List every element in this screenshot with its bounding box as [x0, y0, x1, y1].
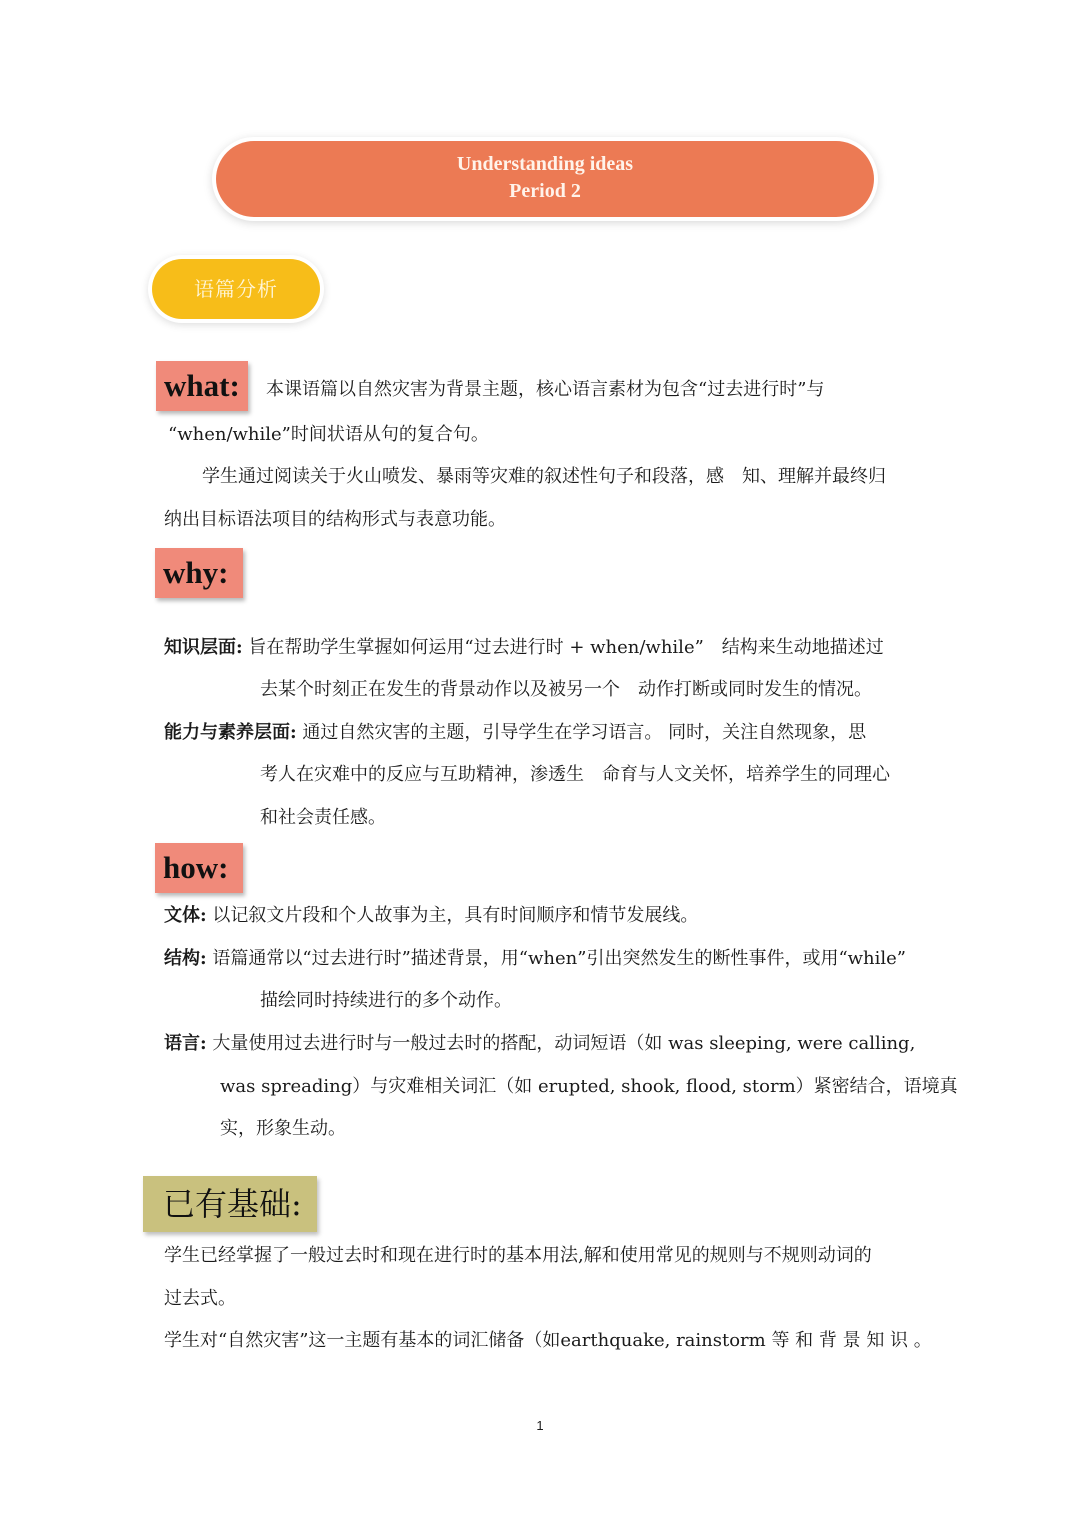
section-pill-text-analysis: 语篇分析 — [152, 259, 320, 319]
ability-text-line1: 通过自然灾害的主题，引导学生在学习语言。 同时，关注自然现象，思 — [302, 722, 867, 743]
page-number: 1 — [536, 1418, 544, 1433]
prior-knowledge-line3: 学生对“自然灾害”这一主题有基本的词汇储备（如earthquake, rainstorm 等 和 背 景 知 识 。 — [164, 1330, 932, 1351]
why-tag: why: — [155, 548, 243, 598]
prior-knowledge-line1: 学生已经掌握了一般过去时和现在进行时的基本用法,解和使用常见的规则与不规则动词的 — [164, 1245, 872, 1266]
what-text-line2: “when/while”时间状语从句的复合句。 — [168, 424, 489, 445]
language-label: 语言: — [164, 1033, 207, 1054]
structure-text-line2: 描绘同时持续进行的多个动作。 — [260, 990, 512, 1011]
what-text-line4: 纳出目标语法项目的结构形式与表意功能。 — [164, 509, 506, 530]
prior-knowledge-tag: 已有基础: — [143, 1176, 317, 1232]
structure-label: 结构: — [164, 948, 207, 969]
lesson-title-banner — [216, 141, 874, 217]
language-text-line3: 实，形象生动。 — [220, 1118, 346, 1139]
lesson-period: Period 2 — [509, 180, 581, 202]
structure-text-line1: 语篇通常以“过去进行时”描述背景，用“when”引出突然发生的断性事件，或用“while” — [212, 948, 907, 969]
ability-text-line2: 考人在灾难中的反应与互助精神，渗透生 命育与人文关怀，培养学生的同理心 — [260, 764, 890, 785]
ability-label: 能力与素养层面: — [164, 722, 297, 743]
knowledge-text-line2: 去某个时刻正在发生的背景动作以及被另一个 动作打断或同时发生的情况。 — [260, 679, 872, 700]
ability-text-line3: 和社会责任感。 — [260, 807, 386, 828]
language-text-line2: was spreading）与灾难相关词汇（如 erupted, shook, flood, storm）紧密结合，语境真 — [220, 1076, 958, 1097]
genre-label: 文体: — [164, 905, 207, 926]
prior-knowledge-line2: 过去式。 — [164, 1288, 236, 1309]
what-text-line3: 学生通过阅读关于火山喷发、暴雨等灾难的叙述性句子和段落，感 知、理解并最终归 — [202, 466, 886, 487]
knowledge-label: 知识层面: — [164, 637, 243, 658]
what-tag: what: — [156, 361, 248, 411]
what-text-line1: 本课语篇以自然灾害为背景主题，核心语言素材为包含“过去进行时”与 — [266, 379, 825, 400]
language-text-line1: 大量使用过去进行时与一般过去时的搭配，动词短语（如 was sleeping, were calling, — [212, 1033, 916, 1054]
how-tag: how: — [155, 843, 243, 893]
lesson-title: Understanding ideas — [456, 153, 634, 175]
knowledge-text-line1: 旨在帮助学生掌握如何运用“过去进行时 + when/while” 结构来生动地描述过 — [248, 637, 884, 658]
genre-text: 以记叙文片段和个人故事为主，具有时间顺序和情节发展线。 — [212, 905, 699, 926]
